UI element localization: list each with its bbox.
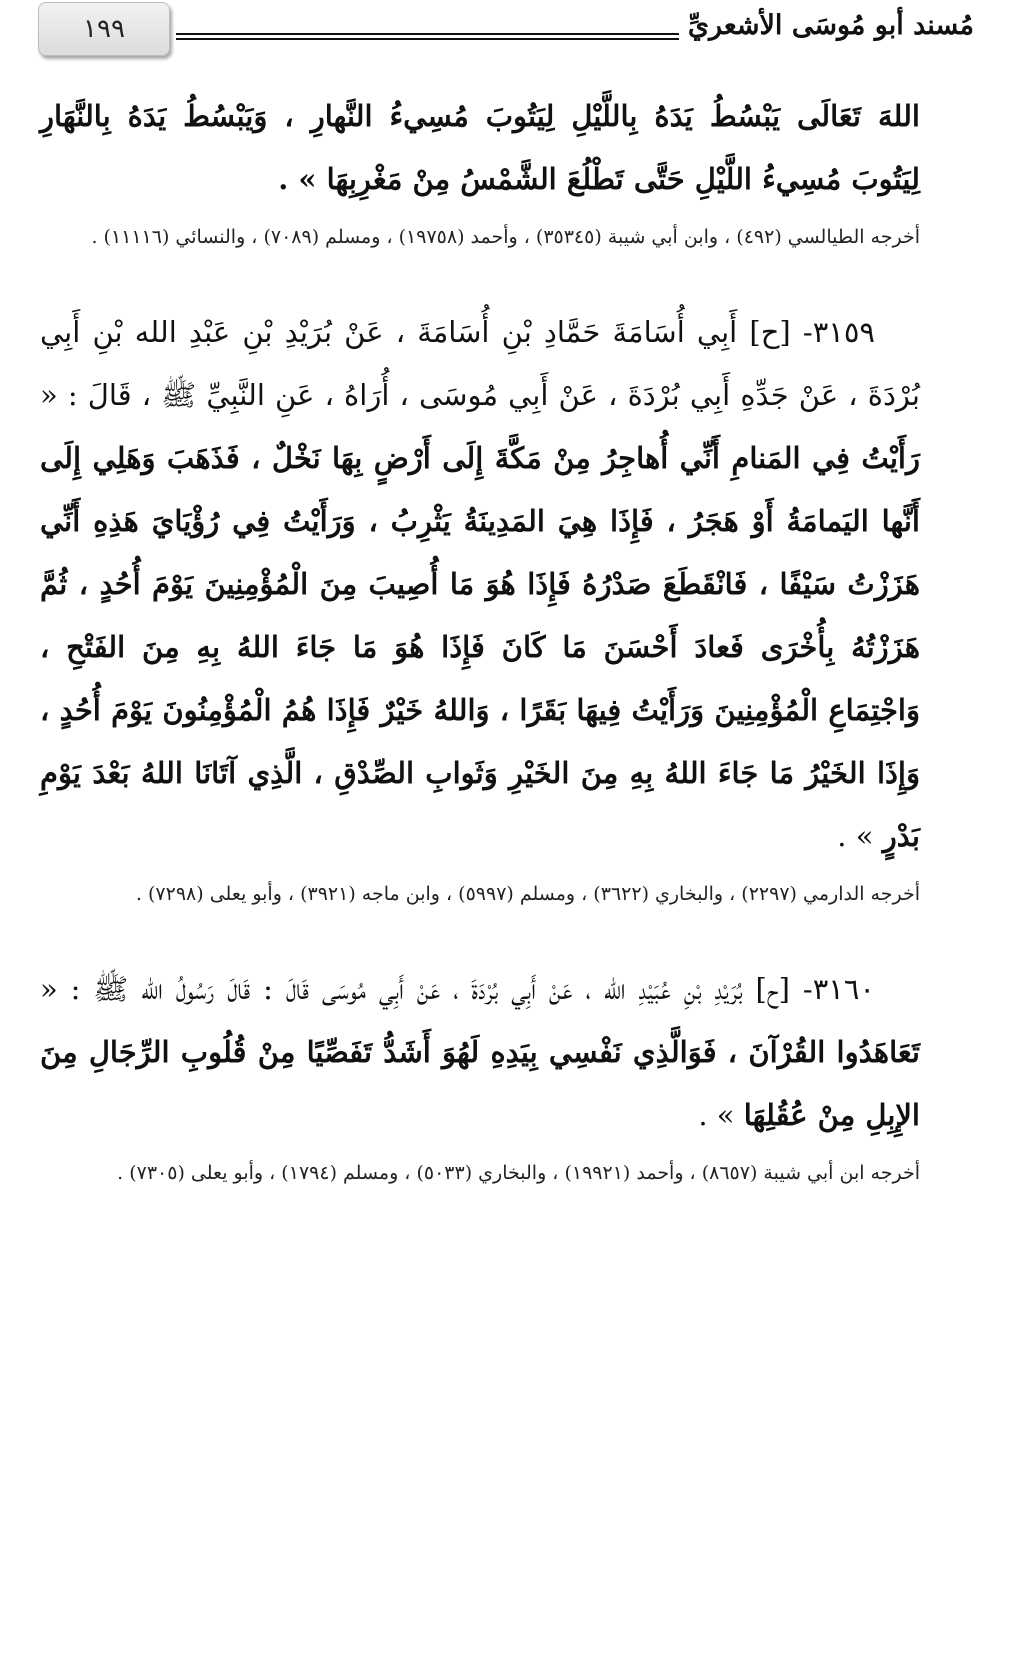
hadith-number: ٣١٥٩- <box>802 315 875 349</box>
hadith-isnad: [ح] أَبِي أُسَامَةَ حَمَّادِ بْنِ أُسَامَةَ ، عَنْ بُرَيْدِ بْنِ عَبْدِ الله بْنِ أَبِي بُرْدَةَ ، عَنْ جَدِّهِ أَبِي بُرْدَةَ ، عَنْ أَبِي مُوسَى ، أُرَاهُ ، عَنِ النَّبِيِّ ﷺ ، قَالَ : « <box>40 315 920 412</box>
matn-text: اللهَ تَعَالَى يَبْسُطُ يَدَهُ بِاللَّيْلِ لِيَتُوبَ مُسِيءُ النَّهارِ ، وَيَبْسُطُ يَدَهُ بِالنَّهَارِ لِيَتُوبَ مُسِيءُ اللَّيْلِ حَتَّى تَطْلُعَ الشَّمْسُ مِنْ مَغْرِبِهَا » . <box>40 99 920 196</box>
hadith-matn-continuation <box>40 85 920 211</box>
takhrij-text: أخرجه الطيالسي (٤٩٢) ، وابن أبي شيبة (٣٥٣٤٥) ، وأحمد (١٩٧٥٨) ، ومسلم (٧٠٨٩) ، والنسائي (١١١١٦) . <box>91 226 920 248</box>
takhrij-note <box>40 211 920 263</box>
hadith-close: » . <box>698 1098 744 1132</box>
hadith-3159 <box>40 301 920 868</box>
hadith-isnad: [ح] بُرَيْدِ بْنِ عُبَيْدِ الله ، عَنْ أَبِي بُرْدَةَ ، عَنْ أَبِي مُوسَى قَالَ : قَالَ رَسُولُ الله ﷺ : « <box>40 972 803 1006</box>
takhrij-note <box>40 1147 920 1199</box>
takhrij-text: أخرجه ابن أبي شيبة (٨٦٥٧) ، وأحمد (١٩٩٢١) ، والبخاري (٥٠٣٣) ، ومسلم (١٧٩٤) ، وأبو يعلى (٧٣٠٥) . <box>117 1162 920 1184</box>
page-number-badge <box>38 2 170 56</box>
hadith-3160 <box>40 958 920 1147</box>
hadith-close: » . <box>837 819 883 853</box>
header-double-rule <box>176 33 679 40</box>
hadith-matn: تَعَاهَدُوا القُرْآنَ ، فَوَالَّذِي نَفْسِي بِيَدِهِ لَهُوَ أَشَدُّ تَفَصِّيًا مِنْ قُلُوبِ الرِّجَالِ مِنَ الإِبِلِ مِنْ عُقُلِهَا <box>40 1035 920 1132</box>
hadith-number: ٣١٦٠- <box>802 972 875 1006</box>
hadith-matn: رَأَيْتُ فِي المَنامِ أَنِّي أُهاجِرُ مِنْ مَكَّةَ إِلَى أَرْضٍ بِهَا نَخْلٌ ، فَذَهَبَ وَهَلِي إِلَى أَنَّها اليَمامَةُ أَوْ هَجَرُ ، فَإِذَا هِيَ المَدِينَةُ يَثْرِبُ ، وَرَأَيْتُ فِي رُؤْيَايَ هَذِهِ أَنِّي هَزَزْتُ سَيْفًا ، فَانْقَطَعَ صَدْرُهُ فَإِذَا هُوَ مَا أُصِيبَ مِنَ الْمُؤْمِنِينَ يَوْمَ أُحُدٍ ، ثُمَّ هَزَزْتُهُ بِأُخْرَى فَعادَ أَحْسَنَ مَا كَانَ فَإِذَا هُوَ مَا جَاءَ اللهُ بِهِ مِنَ الفَتْحِ ، وَاجْتِمَاعِ الْمُؤْمِنِينَ وَرَأَيْتُ فِيهَا بَقَرًا ، وَاللهُ خَيْرٌ فَإِذَا هُمُ الْمُؤْمِنُونَ يَوْمَ أُحُدٍ ، وَإِذَا الخَيْرُ مَا جَاءَ اللهُ بِهِ مِنَ الخَيْرِ وَثَوابِ الصِّدْقِ ، الَّذِي آتَانَا اللهُ بَعْدَ يَوْمِ بَدْرٍ <box>40 441 920 853</box>
running-title: مُسند أبو مُوسَى الأشعريِّ <box>687 10 974 41</box>
takhrij-note <box>40 868 920 920</box>
page-number: ١٩٩ <box>83 14 125 44</box>
page-header <box>36 0 974 64</box>
page-content <box>40 85 920 1199</box>
takhrij-text: أخرجه الدارمي (٢٢٩٧) ، والبخاري (٣٦٢٢) ، ومسلم (٥٩٩٧) ، وابن ماجه (٣٩٢١) ، وأبو يعلى (٧٢٩٨) . <box>135 883 920 905</box>
